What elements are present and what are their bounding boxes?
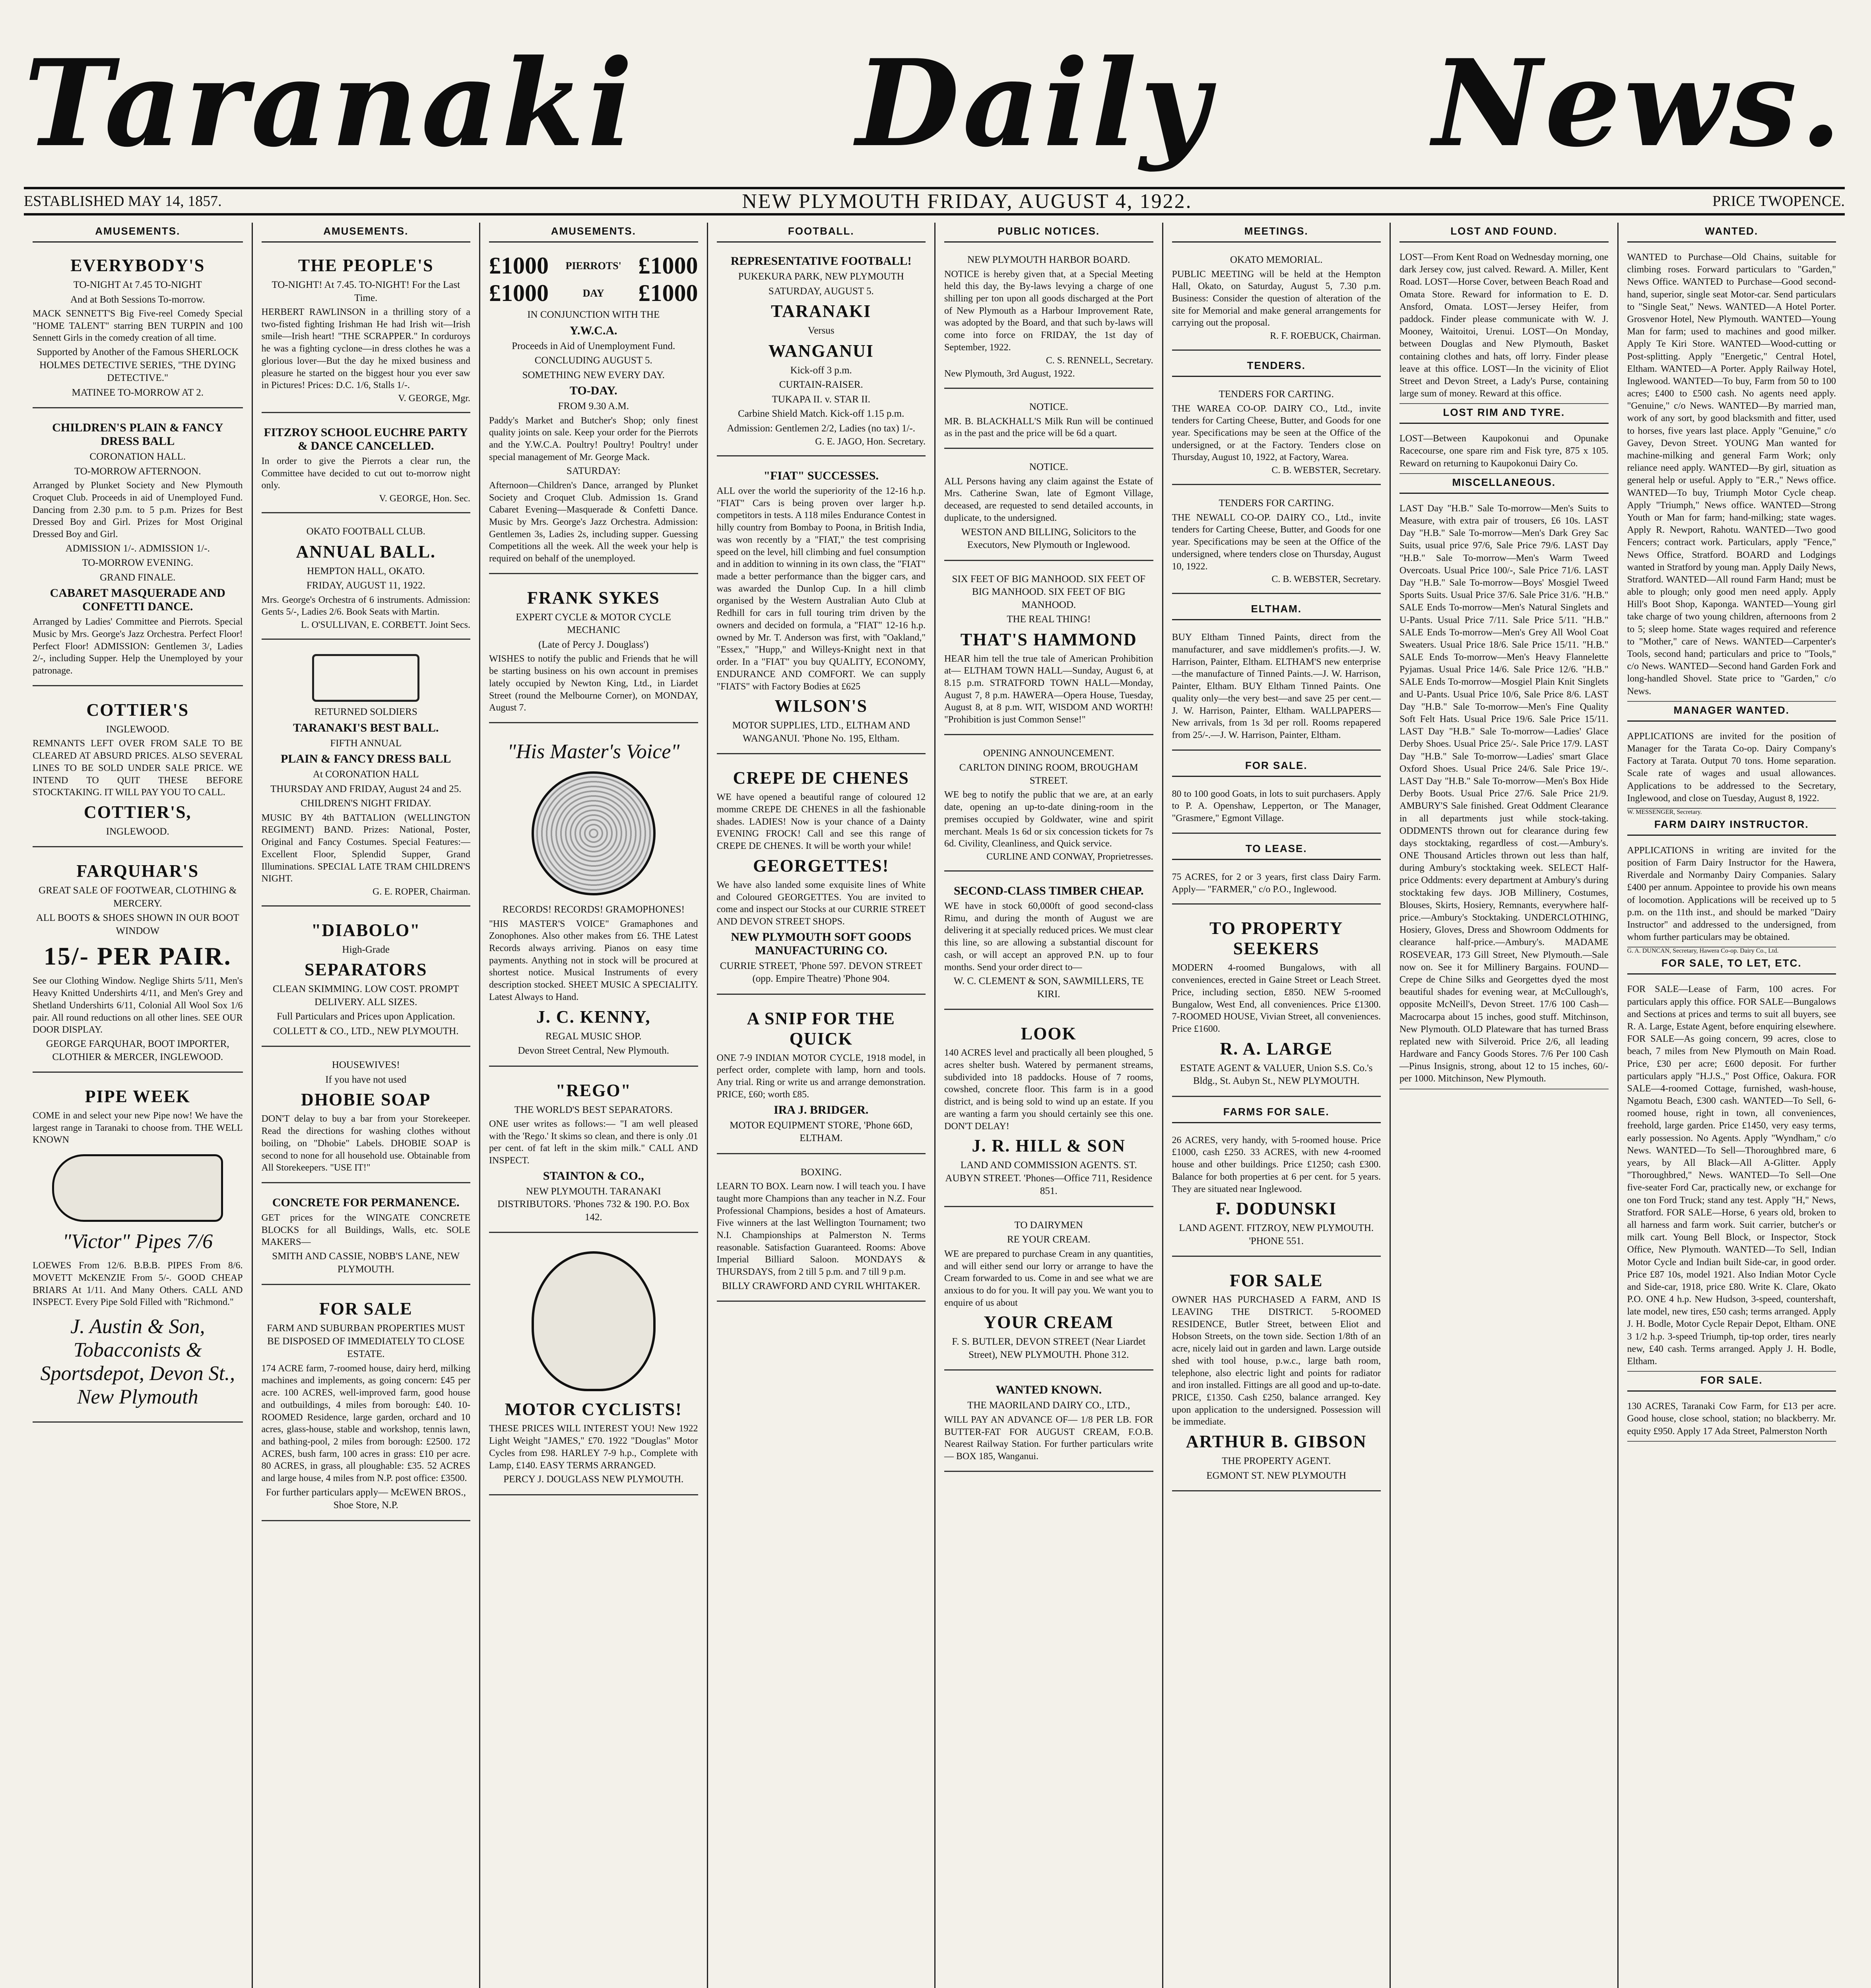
column-1 <box>24 223 252 1988</box>
ad-subtitle: CABARET MASQUERADE AND CONFETTI DANCE. <box>50 586 225 613</box>
ad-signature: C. B. WEBSTER, Secretary. <box>1271 465 1381 476</box>
ad-body: DON'T delay to buy a bar from your Storekeeper. Read the directions for washing clothes without boiling, on "Dhobie" Labels. DHOBIE SOAP is second to none for all household use. Obtainable from All Storekeepers. "USE IT!" <box>261 1114 470 1173</box>
ad-body: 140 ACRES level and practically all been ploughed, 5 acres shelter bush. Watered by permanent streams, subdivided into 18 paddocks. House of 7 rooms, cowshed, concrete floor. This farm is in a good district, and is being sold to wind up an estate. If you are wanting a farm you should certainly see this one. DON'T DELAY! <box>944 1048 1153 1132</box>
ad-harbor-board <box>944 248 1153 389</box>
ad-body: THE WAREA CO-OP. DAIRY CO., Ltd., invite tenders for Carting Cheese, Butter, and Goods for one year. Specifications may be seen at the Office of the undersigned, or at the Factory. Tenders close on Thursday, August 10, 1922, at Factory, Warea. <box>1172 403 1381 463</box>
ad-dress-ball <box>33 415 243 686</box>
ad-signature: BILLY CRAWFORD AND CYRIL WHITAKER. <box>722 1280 920 1291</box>
ad-signature: CURLINE AND CONWAY, Proprietresses. <box>986 851 1153 862</box>
ad-body: 75 ACRES, for 2 or 3 years, first class Dairy Farm. Apply— "FARMER," c/o P.O., Inglewood. <box>1172 872 1381 895</box>
ad-body: HERBERT RAWLINSON in a thrilling story of a two-fisted fighting Irishman He had Irish wit—Irish smile—Irish heart! "THE SCRAPPER." In corduroys he was a fighting cyclone—in dress clothes he was a glorious lover—But the day he mixed business and pleasure he started on the biggest hour you ever saw in Pictures! Prices: D.C. 1/6, Stalls 1/-. <box>261 307 470 391</box>
ad-subtitle: SEPARATORS <box>304 960 427 980</box>
ad-body: REMNANTS LEFT OVER FROM SALE TO BE CLEARED AT ABSURD PRICES. ALSO SEVERAL LINES TO BE SOLD UNDER SALE PRICE. WE INTEND TO QUIT THESE BEFORE STOCKTAKING. IT WILL PAY YOU TO CALL. <box>33 738 243 798</box>
ad-line: Proceeds in Aid of Unemployment Fund. <box>512 340 675 351</box>
ad-line: Versus <box>807 325 835 336</box>
ad-line: TUKAPA II. v. STAR II. <box>772 394 871 405</box>
ad-property-seekers <box>1172 911 1381 1097</box>
for-sale-to-let-entries: FOR SALE—Lease of Farm, 100 acres. For particulars apply this office. FOR SALE—Bungalows and Sections at prices and terms to suit all buyers, see R. A. Large, Estate Agent, before enquiring elsewhere. FOR SALE—As going concern, 99 acres, close to beach, 7 miles from New Plymouth on Main Road. Price, £30 per acre; £600 deposit. For further particulars apply "H.J.S.," Post Office, Oakura. FOR SALE—4-roomed Cottage, furnished, wash-house, Ngamotu Beach, £300 cash. WANTED—To Sell, 6-roomed house, right in town, all conveniences, freehold, large garden. Price £1450, very easy terms, early possession. No Agents. Apply "Wyndham," c/o News. WANTED—To Sell—Thoroughbred mare, 6 years, by All Black—All A-Glitter. Apply "Thoroughbred," News. WANTED—To Sell—One five-seater Ford Car, practically new, or exchange for one ton Ford Truck; stand any test. Apply "H," News, Stratford. FOR SALE—Horse, 6 years old, broken to all harness and farm work. Suit carrier, butcher's or milk cart. Young Bell Block, or Inspector, Stock Office, New Plymouth. WANTED—To Sell, Indian Motor Cycle and Indian built Side-car, in good order. Price £87 10s, model 1921. Also Indian Motor Cycle and Side-car, 1918, price £80. Write K. Clare, Okato P.O. ONE 4 h.p. New Hudson, 3-speed, countershaft, late model, new tires, £50 cash; terms arranged. Apply J. H. Bodle, Motor Cycle Repair Depot, Eltham. ONE 3 1/2 h.p. 3-speed Triumph, tip-top order, tires nearly new, £40 cash. Terms arranged. Apply J. H. Bodle, Eltham. <box>1627 980 1836 1372</box>
ad-title: FITZROY SCHOOL EUCHRE PARTY & DANCE CANCELLED. <box>264 426 468 453</box>
column-heading: AMUSEMENTS. <box>262 223 471 243</box>
column-3 <box>479 223 707 1988</box>
prize-amount: £1000 <box>638 252 698 279</box>
ad-body: WE have opened a beautiful range of coloured 12 momme CREPE DE CHENES in all the fashionable shades. LADIES! Now is your chance of a Dainty EVENING FROCK! Call and see this range of CREPE DE CHENES. It will be worth your while! <box>716 792 926 852</box>
column-8 <box>1617 223 1845 1988</box>
ad-signature: C. S. RENNELL, Secretary. <box>1046 355 1153 366</box>
ad-price: 15/- PER PAIR. <box>43 942 232 971</box>
ad-body: GET prices for the WINGATE CONCRETE BLOCKS for all Buildings, Walls, etc. SOLE MAKERS— <box>261 1213 470 1248</box>
section-heading: TENDERS. <box>1172 357 1381 377</box>
ad-line: (Late of Percy J. Douglass') <box>538 639 649 650</box>
section-heading: FARM DAIRY INSTRUCTOR. <box>1627 816 1836 836</box>
column-heading: LOST AND FOUND. <box>1399 223 1609 243</box>
ad-line: TO-NIGHT At 7.45 TO-NIGHT <box>73 280 202 290</box>
pipe-illustration <box>52 1154 223 1222</box>
masthead-word-3: News. <box>1432 33 1845 173</box>
ad-dairymen <box>944 1213 1153 1371</box>
ad-signature: WESTON AND BILLING, Solicitors to the Executors, New Plymouth or Inglewood. <box>961 526 1136 551</box>
ad-farms-for-sale <box>1172 1129 1381 1257</box>
ad-his-masters-voice <box>489 730 698 1067</box>
ad-line: MOTOR SUPPLIES, LTD., ELTHAM AND WANGANUI. 'Phone No. 195, Eltham. <box>732 720 910 744</box>
ad-title: CREPE DE CHENES <box>733 768 909 788</box>
ad-title: TENDERS FOR CARTING. <box>1219 389 1334 400</box>
ad-line: New Plymouth, 3rd August, 1922. <box>944 368 1075 379</box>
column-6 <box>1162 223 1390 1988</box>
prize-row <box>489 252 698 280</box>
dateline <box>24 187 1845 215</box>
ad-line: FROM 9.30 A.M. <box>558 401 629 412</box>
masthead <box>24 24 1845 183</box>
ad-line: FARM AND SUBURBAN PROPERTIES MUST BE DISPOSED OF IMMEDIATELY TO CLOSE ESTATE. <box>267 1323 465 1360</box>
ad-line: OKATO FOOTBALL CLUB. <box>306 526 425 537</box>
section-heading: LOST RIM AND TYRE. <box>1399 404 1609 424</box>
ad-line: PUKEKURA PARK, NEW PLYMOUTH <box>738 271 904 282</box>
ad-body: WILL PAY AN ADVANCE OF— 1/8 PER LB. FOR BUTTER-FAT FOR AUGUST CREAM, F.O.B. Nearest Railway Station. For further particulars write— BOX 185, Wanganui. <box>944 1414 1153 1462</box>
manager-wanted-entry: APPLICATIONS are invited for the position of Manager for the Tarata Co-op. Dairy Company's Factory at Tarata. Output 70 tons. Home separation. Scale rate of wages and usual allowances. Applications to be addressed to the Secretary, Inglewood, and close on Tuesday, August 8, 1922. <box>1627 727 1836 809</box>
ad-line: MATINEE TO-MORROW AT 2. <box>72 387 204 398</box>
ad-line: CLEAN SKIMMING. LOW COST. PROMPT DELIVERY. ALL SIZES. <box>272 984 459 1008</box>
ad-body: 174 ACRE farm, 7-roomed house, dairy herd, milking machines and implements, as going concern: £45 per acre. 100 ACRES, well-improved farm, good house and outbuildings, 4 miles from borough: £40. 10-ROOMED Residence, large garden, orchard and 10 acres, glass-house, stable and workshop, tennis lawn, and bathing-pool, 2 miles from borough: £2500. 172 ACRES, bush farm, 100 acres in grass: £10 per acre. 80 ACRES, in grass, all ploughable: £35. 52 ACRES and large house, 4 miles from N.P. post office: £3500. <box>261 1363 470 1484</box>
ad-signature: ARTHUR B. GIBSON <box>1186 1432 1367 1452</box>
ad-line: And at Both Sessions To-morrow. <box>70 294 205 305</box>
ad-line: INGLEWOOD. <box>106 826 169 837</box>
ad-crepe-de-chenes <box>717 761 926 994</box>
ad-line: NEW PLYMOUTH. TARANAKI DISTRIBUTORS. 'Phones 732 & 190. P.O. Box 142. <box>497 1186 690 1223</box>
ad-snip-for-the-quick <box>717 1001 926 1154</box>
ad-line: CORONATION HALL. <box>89 451 186 462</box>
wanted-entries: WANTED to Purchase—Old Chains, suitable for climbing roses. Forward particulars to "Garden," News Office. WANTED to Purchase—Good second-hand, superior, single seat Motor-car. Send particulars to "Single Seat," News. WANTED—A Hotel Porter. Grosvenor Hotel, New Plymouth. WANTED—Young Man for farm; used to machines and good milker. Apply Te Kiri Store. WANTED—Wood-cutting or Post-splitting. Apply "Energetic," Central Hotel, Eltham. WANTED—A Porter. Apply Railway Hotel, Inglewood. WANTED—To buy, Farm from 50 to 100 acres; £400 to £500 cash. No agents need apply. "Genuine," c/o News. WANTED—By married man, work of any sort, by good blacksmith and fitter, used to horses, five years last place. Apply "Genuine," c/o Gavey, Devon Street. YOUNG Man wanted for machine-milking and general Farm Work; only reliance need apply. WANTED—By girl, situation as general help or useful. Apply to "E.R.," News office. WANTED—To buy, Triumph Motor Cycle cheap. Apply "Triumph," News office. WANTED—Strong Youth or Man for farm; hand-milking; state wages. Apply R. Newport, Rahotu. WANTED—Two good Fencers; contract work. Particulars, apply "Fence," News Office, Stratford. BOARD and Lodgings wanted in Stratford by young man. Apply Daily News, Stratford. WANTED—All round Farm Hand; must be able to plough; only good men need apply. Apply Hill's Boot Shop, Kaponga. WANTED—Young girl take charge of two young children, afternoons from 2 to 5; sleep home. State wages required and reference to "Mother," care of News. WANTED—Carpenter's Tools, second hand; particulars and price to "Tools," c/o News. WANTED—Second hand Garden Fork and long-handled Shovel. State price to "Garden," c/o News. <box>1627 248 1836 702</box>
ad-line: RE YOUR CREAM. <box>1007 1234 1091 1245</box>
ad-title: TENDERS FOR CARTING. <box>1219 498 1334 509</box>
ad-pierrots-day <box>489 248 698 574</box>
ad-line: HOUSEWIVES! <box>332 1060 400 1071</box>
smiling-face-illustration <box>532 1251 656 1391</box>
ad-line: CURRIE STREET, 'Phone 597. DEVON STREET (opp. Empire Theatre) 'Phone 904. <box>720 960 922 984</box>
ad-line: TO-MORROW EVENING. <box>82 557 194 569</box>
ad-title: EVERYBODY'S <box>70 256 205 275</box>
ad-subtitle: YOUR CREAM <box>984 1312 1114 1332</box>
ad-motor-cyclists <box>489 1239 698 1495</box>
section-heading: MISCELLANEOUS. <box>1399 474 1609 494</box>
for-sale-farm-entry: 130 ACRES, Taranaki Cow Farm, for £13 per acre. Good house, close school, station; no blackberry. Mr. equity £950. Apply 17 Ada Street, Palmerston North <box>1627 1397 1836 1442</box>
ad-the-peoples <box>262 248 471 413</box>
ad-body: WE are prepared to purchase Cream in any quantities, and will either send our lorry or arrange to have the Cream forwarded to us. Come in and see what we are anxious to do for you. It will pay you. We want you to enquire of us about <box>944 1248 1153 1308</box>
ad-line: FRIDAY, AUGUST 11, 1922. <box>306 580 425 591</box>
ad-title: FOR SALE <box>1229 1271 1323 1291</box>
ad-notice-milk-run <box>944 395 1153 449</box>
column-heading: FOOTBALL. <box>717 223 926 243</box>
ad-title: NOTICE. <box>1029 462 1068 473</box>
ad-title: FARQUHAR'S <box>76 861 199 881</box>
ad-title: THAT'S HAMMOND <box>960 629 1137 649</box>
section-heading: TO LEASE. <box>1172 840 1381 860</box>
ad-body: WE beg to notify the public that we are, at an early date, opening an up-to-date dining-room in the premises occupied by Goldwater, wine and spirit merchant. Meals 1s 6d or six concession tickets for 7s 6d. Civility, Cleanliness, and Quick service. <box>944 790 1153 849</box>
prize-label: DAY <box>582 287 604 299</box>
ad-line: HEMPTON HALL, OKATO. <box>307 565 425 577</box>
ad-line: EGMONT ST. NEW PLYMOUTH <box>1206 1470 1347 1481</box>
ad-line: RECORDS! RECORDS! GRAMOPHONES! <box>502 904 685 915</box>
rsa-badge-logo <box>312 654 419 702</box>
ad-for-sale-residence <box>1172 1263 1381 1491</box>
section-heading: FOR SALE. <box>1172 757 1381 777</box>
ad-line: CHILDREN'S NIGHT FRIDAY. <box>301 798 431 809</box>
ad-title: COTTIER'S, <box>83 802 192 822</box>
ad-line: At CORONATION HALL <box>312 769 419 780</box>
ad-line: LAND AND COMMISSION AGENTS. ST. AUBYN STREET. 'Phones—Office 711, Residence 851. <box>945 1160 1153 1197</box>
ad-title: THE PEOPLE'S <box>298 256 434 275</box>
ad-signature: For further particulars apply— McEWEN BROS., Shoe Store, N.P. <box>266 1487 466 1511</box>
ad-title: TARANAKI'S BEST BALL. <box>293 721 439 734</box>
ad-title: COTTIER'S <box>86 700 189 720</box>
ad-body: OWNER HAS PURCHASED A FARM, AND IS LEAVING THE DISTRICT. 5-ROOMED RESIDENCE, Butler Street, between Eliot and Hobson Streets, on the town side. Section 1/8th of an acre, nicely laid out in garden and lawn. Large outside shed with tool house, p.w.c., large bath room, telephone, also electric light and points for radiator and iron installed. Fittings are all good and up-to-date. PRICE, £1350. Cash £250, balance arranged. Key upon application to the undersigned. Possession will be immediate. <box>1172 1295 1381 1427</box>
ad-line: LAND AGENT. FITZROY, NEW PLYMOUTH. 'PHONE 551. <box>1179 1223 1374 1246</box>
ad-signature: SMITH AND CASSIE, NOBB'S LANE, NEW PLYMOUTH. <box>272 1251 460 1275</box>
ad-title: DHOBIE SOAP <box>301 1090 431 1110</box>
ad-title: MOTOR CYCLISTS! <box>505 1400 682 1419</box>
column-heading: AMUSEMENTS. <box>33 223 243 243</box>
ad-body: MODERN 4-roomed Bungalows, with all conveniences, erected in Gaine Street or Leach Street. Price, including section, £850. NEW 5-roomed Bungalow, West End, all conveniences. Price £1300. 7-ROOMED HOUSE, Vivian Street, all conveniences. Price £1600. <box>1172 963 1381 1034</box>
ad-body: MUSIC BY 4th BATTALION (WELLINGTON REGIMENT) BAND. Prizes: National, Poster, Original and Fancy Costumes. Special Features:—Excellent Floor, Splendid Supper, Grand Illuminations. SPECIAL LATE TRAM CHILDREN'S NIGHT. <box>261 812 470 884</box>
ad-title: SECOND-CLASS TIMBER CHEAP. <box>953 884 1144 897</box>
ad-body: Afternoon—Children's Dance, arranged by Plunket Society and Croquet Club. Admission 1s. Grand Cabaret Evening—Masquerade & Confetti Dance. Music by Mrs. George's Jazz Orchestra. Admission: Gentlemen 3s, Ladies 2s, including supper. Guessing Competitions all the week. All the week your help is required on behalf of the unemployed. <box>489 480 698 564</box>
ad-line: ADMISSION 1/-. ADMISSION 1/-. <box>65 543 210 554</box>
ad-body: WISHES to notify the public and Friends that he will be starting business on his own account in premises lately occupied by Newton King, Ltd., in Liardet Street (round the Melbourne Corner), on MONDAY, August 7. <box>489 654 698 713</box>
ad-signature: G. A. DUNCAN, Secretary, Hawera Co-op. Dairy Co., Ltd. <box>1627 947 1779 955</box>
ad-frank-sykes <box>489 580 698 723</box>
ad-line: INGLEWOOD. <box>106 724 169 735</box>
ad-signature: NEW PLYMOUTH SOFT GOODS MANUFACTURING CO. <box>731 930 912 957</box>
ad-maoriland-dairy <box>944 1377 1153 1472</box>
ad-line: GREAT SALE OF FOOTWEAR, CLOTHING & MERCERY. <box>39 885 237 909</box>
ad-title: ANNUAL BALL. <box>296 542 436 561</box>
ad-signature: V. GEORGE, Hon. Sec. <box>379 493 470 504</box>
column-7 <box>1390 223 1617 1988</box>
column-2 <box>252 223 479 1988</box>
ad-timber <box>944 878 1153 1010</box>
ad-goats <box>1172 782 1381 834</box>
ad-line: SATURDAY: <box>566 466 621 477</box>
ad-for-sale-estate <box>262 1291 471 1521</box>
ad-body: 26 ACRES, very handy, with 5-roomed house. Price £1000, cash £250. 33 ACRES, with new 4-roomed house and other buildings. Price £1250; cash £300. Balance for both properties at 6 per cent. for 5 years. They are situated near Inglewood. <box>1172 1135 1381 1194</box>
ad-body: MR. B. BLACKHALL'S Milk Run will be continued as in the past and the price will be 6d a quart. <box>944 416 1153 439</box>
prize-label: PIERROTS' <box>565 260 621 272</box>
ad-fiat <box>717 463 926 754</box>
ad-body: ONE 7-9 INDIAN MOTOR CYCLE, 1918 model, in perfect order, complete with lamp, horn and tools. Any trial. Ring or write us and arrange demonstration. PRICE, £60; worth £85. <box>716 1052 926 1100</box>
ad-line: IN CONJUNCTION WITH THE <box>527 309 660 320</box>
ad-body: MACK SENNETT'S Big Five-reel Comedy Special "HOME TALENT" starring BEN TURPIN and 100 Sennett Girls in the comedy creation of all time. <box>33 309 243 344</box>
ad-hammond <box>944 567 1153 735</box>
ad-signature: L. O'SULLIVAN, E. CORBETT. Joint Secs. <box>301 620 470 631</box>
ad-carlton-dining <box>944 742 1153 872</box>
ad-body: BUY Eltham Tinned Paints, direct from the manufacturer, and save middlemen's profits.—J. W. Harrison, Painter, Eltham. ELTHAM'S new enterprise—the manufacture of Tinned Paints.—J. W. Harrison, Painter, Eltham. BUY Eltham Tinned Paints. One quality only—the very best—and save 25 per cent.—J. W. Harrison, Painter, Eltham. WALLPAPERS—New arrivals, from 1s 3d per roll. Rooms repapered from 25/-.—J. W. Harrison, Painter, Eltham. <box>1172 632 1381 741</box>
ad-signature: R. A. LARGE <box>1220 1039 1333 1058</box>
ad-signature: W. MESSENGER, Secretary. <box>1627 808 1702 815</box>
ad-signature: J. C. KENNY, <box>536 1007 651 1027</box>
column-heading: MEETINGS. <box>1172 223 1381 243</box>
ad-line: ALL BOOTS & SHOES SHOWN IN OUR BOOT WINDOW <box>36 912 239 936</box>
ad-body: WE have in stock 60,000ft of good second-class Rimu, and during the month of August we are delivering it at specially reduced prices. We must clear this line, so are allowing a substantial discount for cash, or will accept an approved P.N. up to four months. Send your order direct to— <box>944 901 1153 973</box>
ad-signature: V. GEORGE, Mgr. <box>398 393 470 404</box>
ad-body: COME in and select your new Pipe now! We have the largest range in Taranaki to choose from. THE WELL KNOWN <box>33 1110 243 1145</box>
ad-title: "REGO" <box>555 1080 631 1100</box>
price: PRICE TWOPENCE. <box>1712 193 1845 210</box>
ad-title: LOOK <box>1021 1024 1077 1044</box>
miscellaneous-entries: LAST Day "H.B." Sale To-morrow—Men's Suits to Measure, with extra pair of trousers, £6 10s. LAST Day "H.B." Sale To-morrow—Men's Dark Grey Sac Suits, usual price 97/6, Sale Price 79/6. LAST Day "H.B." Sale To-morrow—Men's Warm Tweed Overcoats. Usual Price 100/-, Sale Price 71/6. LAST Day "H.B." Sale To-morrow—Boys' Mosgiel Tweed Sports Suits. Usual Price 37/6. Sale Price 31/6. "H.B." SALE Ends To-morrow—Men's Natural Singlets and U-Pants. Usual Price 7/11. Sale Price 5/11. "H.B." SALE Ends To-morrow—Men's Grey All Wool Coat Sweaters. Usual Price 18/6. Sale Price 15/11. "H.B." SALE Ends To-morrow—Men's Heavy Flannelette Pyjamas. Usual Price 14/6. Sale Price 12/6. "H.B." SALE Ends To-morrow—Mosgiel Plain Knit Singlets and U-Pants. Usual Price 10/6, Sale Price 8/6. LAST Day "H.B." Sale To-morrow—Men's Fine Quality Soft Felt Hats. Usual Price 19/6. Sale Price 15/11. LAST Day "H.B." Sale To-morrow—Ladies' Glace Derby Shoes. Usual Price 25/-. Sale Price 17/9. LAST Day "H.B." Sale To-morrow—Ladies' smart Glace Oxford Shoes. Usual Price 24/6. Sale Price 19/-. LAST Day "H.B." Sale To-morrow—Men's Box Hide Derby Boots. Usual Price 27/6. Sale Price 21/9. AMBURY'S Sale finished. Great Oddment Clearance in all departments just while stock-taking. ODDMENTS thrown out for clearance during few days stocktaking, regardless of cost.—Ambury's. ONE Thousand Articles thrown out less than half, during Ambury's stocktaking week. SELECT Half-price Oddments: every department at Ambury's during stocktaking few days. JOB Millinery, Costumes, Blouses, Skirts, Hosiery, Remnants, everywhere half-price.—Ambury's Stocktaking. UNDERCLOTHING, Hosiery, Gloves, Dress and Showroom Oddments for clearance half-price.—Ambury's. MADAME ROSEVEAR, 173 Gill Street, New Plymouth.—Sale now on. See it for Millinery Bargains. FOUND—Crepe de Chine Silks and Georgettes dyed the most beautiful shades for evening wear, at McCullough's, opposite McNeill's, Devon Street. 17/6 100 Cash—Macrocarpa about 15 inches, good stuff. Mitchinson, New Plymouth. OLD Plateware that has turned Brass replated new with Silveroid. Price 2/6, all leading Hardware and Fancy Goods Stores. 7/6 Per 100 Cash—Pinus Insignis, strong, about 12 to 15 inches, 60/- per 1000. Mitchinson, New Plymouth. <box>1399 499 1609 1089</box>
ad-body: THESE PRICES WILL INTEREST YOU! New 1922 Light Weight "JAMES," £70. 1922 "Douglas" Motor Cycles from £98. HARLEY 7-9 h.p., Complete with Lamp, £140. EASY TERMS ARRANGED. <box>489 1423 698 1471</box>
column-5 <box>934 223 1162 1988</box>
ad-subtitle: GEORGETTES! <box>753 856 889 876</box>
masthead-word-1: Taranaki <box>24 33 636 173</box>
ad-everybodys <box>33 248 243 408</box>
ad-fitzroy-euchre <box>262 419 471 513</box>
ad-line: TO-MORROW AFTERNOON. <box>74 466 201 477</box>
ad-body: HEAR him tell the true tale of American Prohibition at— ELTHAM TOWN HALL—Sunday, August 6, at 8.15 p.m. STRATFORD TOWN HALL—Monday, August 7, 8 p.m. HAWERA—Opera House, Tuesday, August 8, at 8 p.m. WIT, WISDOM AND WORTH! "Prohibition is just Common Sense!" <box>944 653 1153 725</box>
place-and-date: NEW PLYMOUTH FRIDAY, AUGUST 4, 1922. <box>742 190 1192 213</box>
ad-line: THURSDAY AND FRIDAY, August 24 and 25. <box>270 783 462 794</box>
team-name: WANGANUI <box>768 341 874 361</box>
ad-subtitle: TO-DAY. <box>569 384 617 397</box>
ad-title: A SNIP FOR THE QUICK <box>747 1008 895 1048</box>
ad-signature: F. S. BUTLER, DEVON STREET (Near Liardet Street), NEW PLYMOUTH. Phone 312. <box>952 1336 1146 1360</box>
lost-rim-entry: LOST—Between Kaupokonui and Opunake Racecourse, one spare rim and Fisk tyre, 875 x 105. Reward on returning to Kaupokonui Dairy Co. <box>1399 429 1609 474</box>
prize-amount: £1000 <box>489 252 549 279</box>
ad-line: Supported by Another of the Famous SHERLOCK HOLMES DETECTIVE SERIES, "THE DYING DETECTIVE." <box>37 347 239 384</box>
prize-amount: £1000 <box>638 280 698 306</box>
ad-concrete <box>262 1190 471 1285</box>
ad-title: NOTICE. <box>1029 402 1068 413</box>
column-heading: PUBLIC NOTICES. <box>944 223 1153 243</box>
ad-line: THE PROPERTY AGENT. <box>1222 1456 1331 1467</box>
ad-line: If you have not used <box>325 1074 407 1085</box>
section-heading: ELTHAM. <box>1172 600 1381 620</box>
ad-farquhars <box>33 854 243 1073</box>
ad-line: THE MAORILAND DAIRY CO., LTD., <box>967 1400 1130 1411</box>
ad-signature: F. DODUNSKI <box>1216 1199 1337 1219</box>
ad-title: CHILDREN'S PLAIN & FANCY DRESS BALL <box>52 421 223 448</box>
ad-line: CONCLUDING AUGUST 5. <box>534 355 652 366</box>
ad-title: TO PROPERTY SEEKERS <box>1209 918 1343 959</box>
ad-line: CURTAIN-RAISER. <box>779 379 863 390</box>
ad-tenders-warea <box>1172 382 1381 485</box>
ad-line: SIX FEET OF BIG MANHOOD. SIX FEET OF BIG MANHOOD. SIX FEET OF BIG MANHOOD. <box>952 573 1146 610</box>
ad-body: THE NEWALL CO-OP. DAIRY CO., Ltd., invite tenders for Carting Cheese, Butter, and Goods for one year. Specifications may be seen at the Office of the undersigned, where tenders close on Thursday, August 10, 1922. <box>1172 512 1381 572</box>
ad-signature: IRA J. BRIDGER. <box>774 1103 869 1116</box>
ad-look <box>944 1016 1153 1207</box>
ad-line: GRAND FINALE. <box>100 572 176 583</box>
ad-body: PUBLIC MEETING will be held at the Hempton Hall, Okato, on Saturday, August 5, 7.30 p.m. Business: Consider the question of alteration of the site for Memorial and make general arrangements for carrying out the proposal. <box>1172 269 1381 328</box>
ad-line: Admission: Gentlemen 2/2, Ladies (no tax) 1/-. <box>727 423 916 434</box>
ad-subtitle: PLAIN & FANCY DRESS BALL <box>281 752 451 766</box>
ad-line: THE REAL THING! <box>1007 614 1091 625</box>
ad-signature: J. Austin & Son, Tobacconists & Sportsdepot, Devon St., New Plymouth <box>40 1315 235 1409</box>
ad-line: Devon Street Central, New Plymouth. <box>518 1045 669 1056</box>
prize-amount: £1000 <box>489 280 549 306</box>
gramophone-record-illustration <box>532 771 656 895</box>
ad-dhobie-soap <box>262 1053 471 1183</box>
prize-row <box>489 280 698 307</box>
ad-line: REGAL MUSIC SHOP. <box>545 1031 642 1042</box>
ad-body: We have also landed some exquisite lines of White and Coloured GEORGETTES. You are invited to come and inspect our Stocks at our CURRIE STREET AND DEVON STREET SHOPS. <box>716 879 926 927</box>
ad-body: Arranged by Plunket Society and New Plymouth Croquet Club. Proceeds in aid of Unemployed Fund. Dancing from 2.30 p.m. to 5 p.m. Prizes for Best Dressed Boy and Girl. Prizes for Most Original Dressed Boy and Girl. <box>33 480 243 540</box>
section-heading: FOR SALE. <box>1627 1372 1836 1392</box>
ad-body: Mrs. George's Orchestra of 6 instruments. Admission: Gents 5/-, Ladies 2/6. Book Seats with Martin. <box>261 594 470 617</box>
ad-okato-football <box>262 520 471 640</box>
ad-signature: WILSON'S <box>774 696 868 716</box>
ad-line: THE WORLD'S BEST SEPARATORS. <box>514 1104 673 1115</box>
ad-title: BOXING. <box>800 1167 842 1178</box>
ad-body: ALL over the world the superiority of the 12-16 h.p. "FIAT" Cars is being proven over larger h.p. competitors in tests. A 118 miles Endurance Contest in hilly country from Bombay to Poona, in British India, was won recently by a "FIAT," the test comprising speed on the level, hill climbing and fuel consumption and in addition to winning in its own class, the "FIAT" made a better performance than the bigger cars, and was awarded the Dunlop Cup. In a hill climb organised by the Western Australian Auto Club at Redhill for cars in full touring trim driven by the owners and decided on formula, a "FIAT" 12-16 h.p. owned by Mr. T. Anderson was first, with "Oakland," "Essex," "Hupp," and Willeys-Knight next in that order. In a "FIAT" you buy QUALITY, ECONOMY, ENDURANCE AND COMFORT. We can supply "FIATS" with Factory Bodies at £625 <box>716 486 926 692</box>
ad-line: Carbine Shield Match. Kick-off 1.15 p.m. <box>738 408 904 419</box>
ad-body: NOTICE is hereby given that, at a Special Meeting held this day, the By-laws levying a charge of one shilling per ton upon all goods discharged at the Port of New Plymouth as a Harbour Improvement Rate, was adopted by the Board, and that such by-laws will come into force on FRIDAY, the 1st day of September, 1922. <box>944 269 1153 353</box>
ad-signature: PERCY J. DOUGLASS NEW PLYMOUTH. <box>503 1474 684 1485</box>
ad-line: CARLTON DINING ROOM, BROUGHAM STREET. <box>959 762 1138 786</box>
ad-representative-football <box>717 248 926 456</box>
section-heading: FARMS FOR SALE. <box>1172 1103 1381 1123</box>
ad-body: "HIS MASTER'S VOICE" Gramaphones and Zonophones. Also other makes from £6. THE Latest Records always arriving. Pianos on easy time payments. Anything not in stock will be procured at shortest notice. Musical Instruments of every description stocked. SHEET MUSIC A SPECIALITY. Latest Always to Hand. <box>489 918 698 1002</box>
ad-title: "FIAT" SUCCESSES. <box>763 469 879 482</box>
ad-tenders-newall <box>1172 491 1381 594</box>
ad-title: CONCRETE FOR PERMANENCE. <box>272 1196 460 1209</box>
ad-body: Paddy's Market and Butcher's Shop; only finest quality joints on sale. Keep your order for the Pierrots and the Y.W.C.A. Poultry! Poultry! Poultry! under special management of Mr. George Mack. <box>489 415 698 462</box>
ad-line: High-Grade <box>342 944 390 955</box>
ad-title: FOR SALE <box>319 1299 413 1319</box>
ad-body: In order to give the Pierrots a clear run, the Committee have decided to cut out to-morrow night only. <box>261 456 470 491</box>
column-4 <box>707 223 935 1988</box>
ad-taranaki-best-ball <box>262 646 471 907</box>
ad-signature: J. R. HILL & SON <box>972 1136 1126 1156</box>
ad-signature: COLLETT & CO., LTD., NEW PLYMOUTH. <box>273 1025 459 1037</box>
ad-diabolo <box>262 913 471 1047</box>
ad-pipe-week <box>33 1079 243 1423</box>
farm-dairy-instructor-entry: APPLICATIONS in writing are invited for the position of Farm Dairy Instructor for the Hawera, Riverdale and Normanby Dairy Companies. Salary £400 per annum. Appointee to provide his own means of locomotion. Applications will be received up to 5 p.m. on the 11th inst., and should be marked "Dairy Instructor" and addressed to the undersigned, from whom further particulars may be obtained. <box>1627 841 1836 948</box>
ad-rego <box>489 1073 698 1233</box>
badge-text: RETURNED SOLDIERS <box>314 707 417 718</box>
ad-title: OPENING ANNOUNCEMENT. <box>983 747 1114 759</box>
ad-line: Kick-off 3 p.m. <box>790 365 852 376</box>
ad-subtitle: Y.W.C.A. <box>570 324 617 337</box>
ad-body: LOEWES From 12/6. B.B.B. PIPES From 8/6. MOVETT McKENZIE From 5/-. GOOD CHEAP BRIARS At 1/11. And Many Others. CALL AND INSPECT. Every Pipe Sold Filled with "Richmond." <box>33 1260 243 1308</box>
ad-title: TO DAIRYMEN <box>1014 1219 1083 1231</box>
ad-signature: C. B. WEBSTER, Secretary. <box>1271 574 1381 585</box>
ad-body: See our Clothing Window. Neglige Shirts 5/11, Men's Heavy Knitted Undershirts 4/11, and Men's Grey and Shetland Undershirts 6/11, Colonial All Wool Sox 1/6 pair. All round reductions on all other lines. SEE OUR DOOR DISPLAY. <box>33 976 243 1035</box>
section-heading: FOR SALE, TO LET, ETC. <box>1627 955 1836 975</box>
ad-okato-memorial <box>1172 248 1381 351</box>
columns <box>24 223 1845 1988</box>
ad-line: FIFTH ANNUAL <box>330 738 402 749</box>
ad-signature: STAINTON & CO., <box>543 1169 644 1182</box>
ad-to-lease <box>1172 866 1381 905</box>
ad-title: PIPE WEEK <box>85 1087 190 1107</box>
ad-boxing <box>717 1161 926 1302</box>
ad-body: ONE user writes as follows:— "I am well pleased with the 'Rego.' It skims so clean, and there is only .01 per cent. of fat left in the skim milk." CALL AND INSPECT. <box>489 1119 698 1166</box>
ad-title: WANTED KNOWN. <box>996 1383 1102 1397</box>
masthead-word-2: Daily <box>856 33 1213 173</box>
ad-title: NEW PLYMOUTH HARBOR BOARD. <box>967 254 1130 265</box>
ad-signature: G. E. ROPER, Chairman. <box>373 886 470 897</box>
ad-line: SOMETHING NEW EVERY DAY. <box>522 369 665 381</box>
ad-body: Arranged by Ladies' Committee and Pierrots. Special Music by Mrs. George's Jazz Orchestra. Perfect Floor! Perfect Floor! ADMISSION: Gentlemen 3/, Ladies 2/-, including Supper. Help the Unemployed by your patronage. <box>33 617 243 676</box>
ad-body: ALL Persons having any claim against the Estate of Mrs. Catherine Swan, late of Egmont Village, deceased, are requested to send detailed accounts, in duplicate, to the undersigned. <box>944 476 1153 523</box>
lost-and-found-entries: LOST—From Kent Road on Wednesday morning, one dark Jersey cow, just calved. Reward. A. Miller, Kent Road. LOST—Horse Cover, between Beach Road and Omata Store. Reward for information to E. D. Ansford, Omata. LOST—Jersey Heifer, from paddock. Finder please communicate with W. J. Mooney, Waitoitoi, Urenui. LOST—On Monday, between Douglas and New Plymouth, Basket containing clothes and hats, off lorry. Finder please leave at this office. LOST—In the vicinity of Eliot Street and Devon Street, a Lady's Purse, containing large sum of money. Reward at this office. <box>1399 248 1609 404</box>
ad-brand: "Victor" Pipes 7/6 <box>62 1230 213 1253</box>
ad-notice-estate <box>944 455 1153 561</box>
ad-brand: "His Master's Voice" <box>507 740 680 763</box>
ad-signature: G. E. JAGO, Hon. Secretary. <box>815 437 926 447</box>
ad-signature: GEORGE FARQUHAR, BOOT IMPORTER, CLOTHIER & MERCER, INGLEWOOD. <box>46 1039 229 1062</box>
ad-cottiers <box>33 693 243 848</box>
column-heading: AMUSEMENTS. <box>489 223 698 243</box>
ad-body: LEARN TO BOX. Learn now. I will teach you. I have taught more Champions than any teacher in N.Z. Four Professional Champions, besides a host of Amateurs. Five winners at the last Wellington Tournament; two N.I. Championships at Palmerston N. Terms reasonable. Satisfaction Guaranteed. Rooms: Above Imperial Billiard Saloon. MONDAYS & THURSDAYS, from 2 till 5 p.m. and 7 till 9 p.m. <box>716 1181 926 1277</box>
ad-title: "DIABOLO" <box>311 920 421 940</box>
section-heading: MANAGER WANTED. <box>1627 702 1836 722</box>
ad-title: FRANK SYKES <box>527 588 660 608</box>
team-name: TARANAKI <box>771 301 871 321</box>
ad-line: EXPERT CYCLE & MOTOR CYCLE MECHANIC <box>516 612 672 636</box>
ad-body: 80 to 100 good Goats, in lots to suit purchasers. Apply to P. A. Openshaw, Lepperton, or The Manager, "Grasmere," Egmont Village. <box>1172 788 1381 824</box>
ad-line: Full Particulars and Prices upon Application. <box>276 1011 455 1022</box>
ad-title: OKATO MEMORIAL. <box>1230 254 1323 265</box>
column-heading: WANTED. <box>1627 223 1836 243</box>
ad-line: ESTATE AGENT & VALUER, Union S.S. Co.'s Bldg., St. Aubyn St., NEW PLYMOUTH. <box>1180 1062 1373 1087</box>
ad-line: SATURDAY, AUGUST 5. <box>768 285 874 297</box>
ad-eltham-paints <box>1172 626 1381 750</box>
ad-line: TO-NIGHT! At 7.45. TO-NIGHT! For the Last Time. <box>272 280 460 303</box>
established-date: ESTABLISHED MAY 14, 1857. <box>24 193 222 210</box>
ad-line: MOTOR EQUIPMENT STORE, 'Phone 66D, ELTHAM. <box>730 1120 913 1144</box>
ad-title: REPRESENTATIVE FOOTBALL! <box>730 254 912 268</box>
ad-signature: R. F. ROEBUCK, Chairman. <box>1270 331 1381 342</box>
ad-signature: W. C. CLEMENT & SON, SAWMILLERS, TE KIRI. <box>953 976 1144 1000</box>
